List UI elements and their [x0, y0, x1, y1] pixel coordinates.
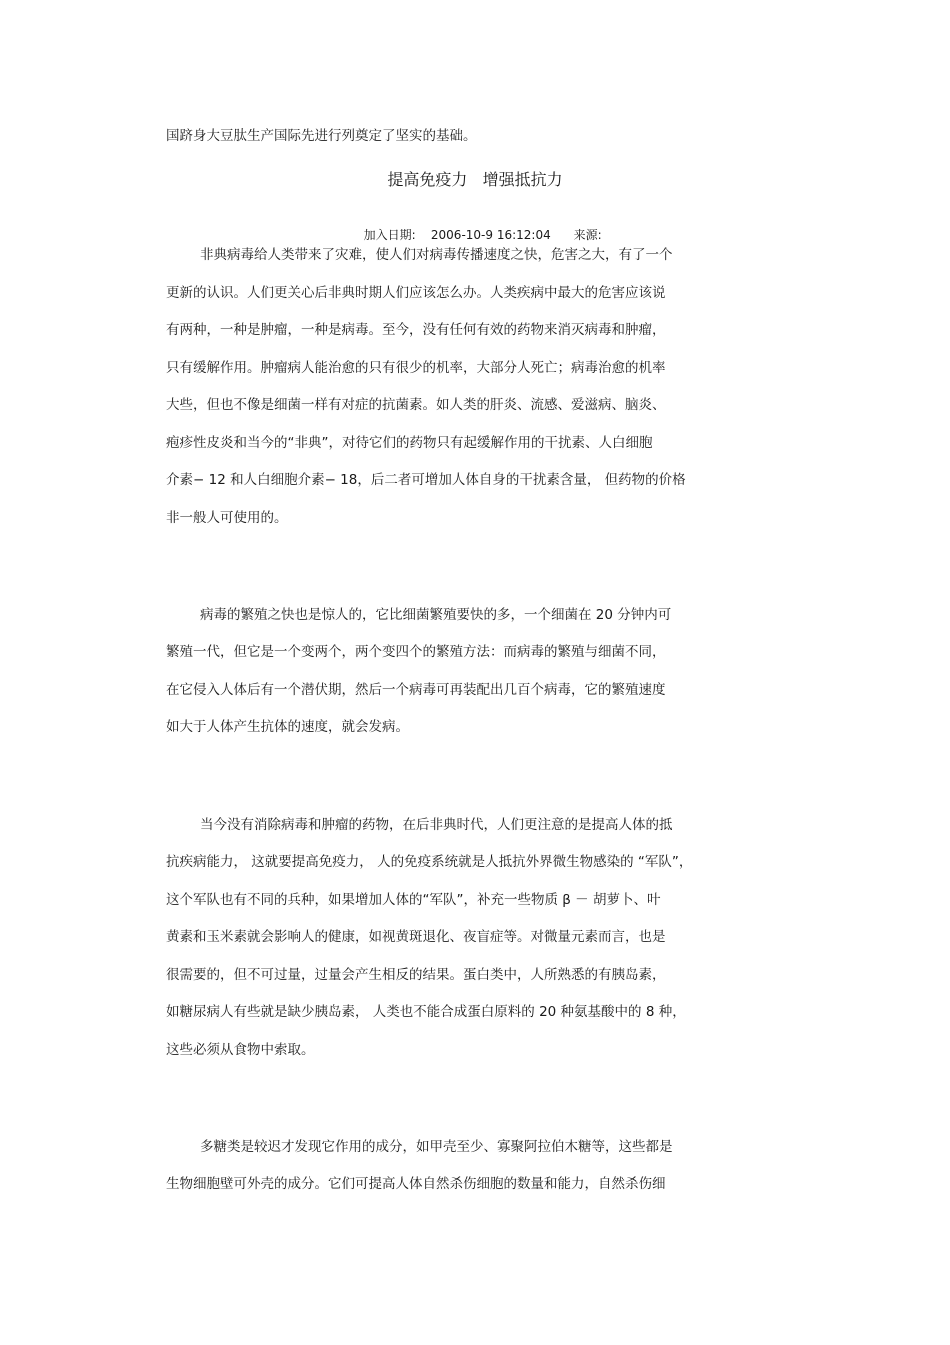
- paragraph-line: 很需要的，但不可过量，过量会产生相反的结果。蛋白类中，人所熟悉的有胰岛素，: [166, 967, 666, 983]
- paragraph-line: 疱疹性皮炎和当今的“非典”，对待它们的药物只有起缓解作用的干扰素、人白细胞: [166, 435, 653, 451]
- paragraph-line: 更新的认识。人们更关心后非典时期人们应该怎么办。人类疾病中最大的危害应该说: [166, 285, 666, 301]
- paragraph-line: 有两种，一种是肿瘤，一种是病毒。至今，没有任何有效的药物来消灭病毒和肿瘤，: [166, 322, 666, 338]
- paragraph-line: 这个军队也有不同的兵种，如果增加人体的“军队”，补充一些物质 β － 胡萝卜、叶: [166, 892, 661, 908]
- paragraph-line: 如大于人体产生抗体的速度，就会发病。: [166, 719, 409, 735]
- source-label: 来源:: [573, 228, 602, 242]
- paragraph-line: 这些必须从食物中索取。: [166, 1042, 315, 1058]
- paragraph-line: 当今没有消除病毒和肿瘤的药物，在后非典时代，人们更注意的是提高人体的抵: [200, 817, 673, 833]
- paragraph-line: 非一般人可使用的。: [166, 510, 288, 526]
- paragraph-line: 繁殖一代，但它是一个变两个，两个变四个的繁殖方法：而病毒的繁殖与细菌不同，: [166, 644, 666, 660]
- paragraph-line: 只有缓解作用。肿瘤病人能治愈的只有很少的机率，大部分人死亡；病毒治愈的机率: [166, 360, 666, 376]
- paragraph-line: 多糖类是较迟才发现它作用的成分，如甲壳至少、寡聚阿拉伯木糖等，这些都是: [200, 1139, 673, 1155]
- paragraph-line: 介素− 12 和人白细胞介素− 18，后二者可增加人体自身的干扰素含量， 但药物的价格: [166, 472, 686, 488]
- paragraph-line: 在它侵入人体后有一个潜伏期，然后一个病毒可再装配出几百个病毒，它的繁殖速度: [166, 682, 666, 698]
- article-title: 提高免疫力 增强抵抗力: [387, 170, 563, 189]
- paragraph-line: 非典病毒给人类带来了灾难，使人们对病毒传播速度之快，危害之大，有了一个: [200, 247, 673, 263]
- date-value: 2006-10-9 16:12:04: [430, 228, 551, 242]
- paragraph-line: 病毒的繁殖之快也是惊人的，它比细菌繁殖要快的多，一个细菌在 20 分钟内可: [200, 607, 672, 623]
- intro-line: 国跻身大豆肽生产国际先进行列奠定了坚实的基础。: [166, 128, 477, 144]
- paragraph-line: 如糖尿病人有些就是缺少胰岛素， 人类也不能合成蛋白原料的 20 种氨基酸中的 8 种，: [166, 1004, 686, 1020]
- paragraph-line: 生物细胞壁可外壳的成分。它们可提高人体自然杀伤细胞的数量和能力，自然杀伤细: [166, 1176, 666, 1192]
- date-label: 加入日期:: [363, 228, 416, 242]
- paragraph-line: 大些，但也不像是细菌一样有对症的抗菌素。如人类的肝炎、流感、爱滋病、脑炎、: [166, 397, 666, 413]
- paragraph-line: 抗疾病能力， 这就要提高免疫力， 人的免疫系统就是人抵抗外界微生物感染的 “军队”，: [166, 854, 693, 870]
- paragraph-line: 黄素和玉米素就会影响人的健康，如视黄斑退化、夜盲症等。对微量元素而言，也是: [166, 929, 666, 945]
